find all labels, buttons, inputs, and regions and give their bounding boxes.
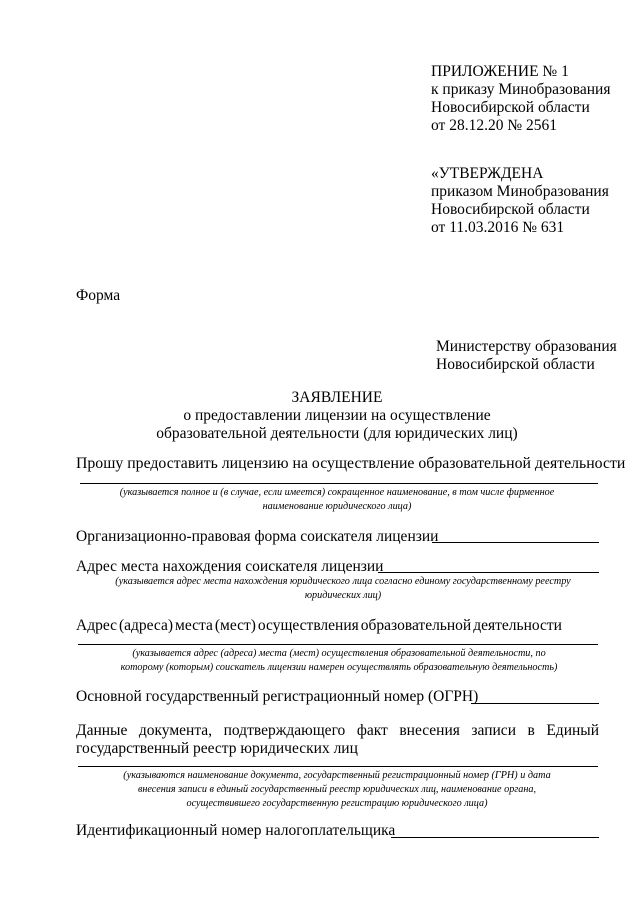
title-main: ЗАЯВЛЕНИЕ (291, 389, 383, 406)
address-field[interactable] (378, 572, 599, 573)
note-line: которому (которым) соискатель лицензии намерен осуществлять образовательную деятельность) (120, 662, 558, 673)
note-line: осуществившего государственную регистрацию юридического лица) (186, 798, 488, 809)
approval-line: от 11.03.2016 № 631 (431, 219, 565, 236)
approval-line: приказом Минобразования (431, 183, 609, 200)
doc-data-label-cont: государственный реестр юридических лиц (76, 740, 358, 757)
ogrn-label: Основной государственный регистрационный номер (ОГРН) (76, 688, 479, 705)
addressee-line: Новосибирской области (436, 356, 595, 373)
note-line: юридических лиц) (304, 590, 382, 601)
word: Адрес (76, 617, 117, 634)
ogrn-field[interactable] (471, 703, 599, 704)
note-line: внесения записи в единый государственный реестр юридических лиц, наименование органа, (137, 784, 537, 795)
word: записи (471, 722, 516, 739)
note-line: (указывается адрес места нахождения юридического лица согласно единому государственному реестру (115, 576, 571, 587)
note-doc (76, 769, 598, 811)
appendix-line: к приказу Минобразования (431, 81, 611, 98)
note-name (76, 486, 598, 514)
approval-line: «УТВЕРЖДЕНА (431, 165, 544, 182)
note-line: (указывается адрес (адреса) места (мест) осуществления образовательной деятельности, по (132, 648, 546, 659)
addressee (436, 338, 617, 374)
word: образовательной (360, 617, 472, 634)
title-line: о предоставлении лицензии на осуществление (183, 407, 491, 424)
form-label: Форма (76, 287, 121, 304)
inn-label: Идентификационный номер налогоплательщика (76, 822, 396, 839)
word: Единый (546, 722, 599, 739)
word: осуществления (257, 617, 359, 634)
word: документа, (138, 722, 213, 739)
address-label: Адрес места нахождения соискателя лицензии (76, 558, 384, 575)
word: деятельности (473, 617, 562, 634)
note-address (76, 575, 610, 603)
applicant-name-field[interactable] (80, 483, 598, 484)
word: места (175, 617, 213, 634)
word: Данные (76, 722, 128, 739)
note-line: (указываются наименование документа, государственный регистрационный номер (ГРН) и дата (123, 770, 551, 781)
approval-header (431, 165, 609, 237)
appendix-line: Новосибирской области (431, 99, 590, 116)
org-form-label: Организационно-правовая форма соискателя лицензии (76, 528, 439, 545)
approval-line: Новосибирской области (431, 201, 590, 218)
doc-data-field[interactable] (78, 766, 598, 767)
document-title (76, 389, 598, 443)
doc-data-label (76, 722, 599, 740)
activity-address-label (76, 617, 562, 635)
word: (адреса) (118, 617, 174, 634)
org-form-field[interactable] (432, 542, 599, 543)
word: в (527, 722, 535, 739)
note-activity (76, 647, 602, 675)
appendix-header (431, 63, 610, 135)
appendix-line: ПРИЛОЖЕНИЕ № 1 (431, 63, 569, 80)
note-line: (указывается полное и (в случае, если имеется) сокращенное наименование, в том числе фирменное (119, 487, 555, 498)
appendix-line: от 28.12.20 № 2561 (431, 117, 557, 134)
request-line: Прошу предоставить лицензию на осуществление образовательной деятельности (76, 455, 626, 472)
word: подтверждающего (223, 722, 346, 739)
note-line: наименование юридического лица) (262, 501, 412, 512)
addressee-line: Министерству образования (436, 338, 617, 355)
inn-field[interactable] (391, 837, 599, 838)
title-line: образовательной деятельности (для юридических лиц) (156, 425, 518, 442)
word: (мест) (214, 617, 256, 634)
word: внесения (399, 722, 460, 739)
word: факт (356, 722, 388, 739)
activity-address-field[interactable] (78, 644, 598, 645)
